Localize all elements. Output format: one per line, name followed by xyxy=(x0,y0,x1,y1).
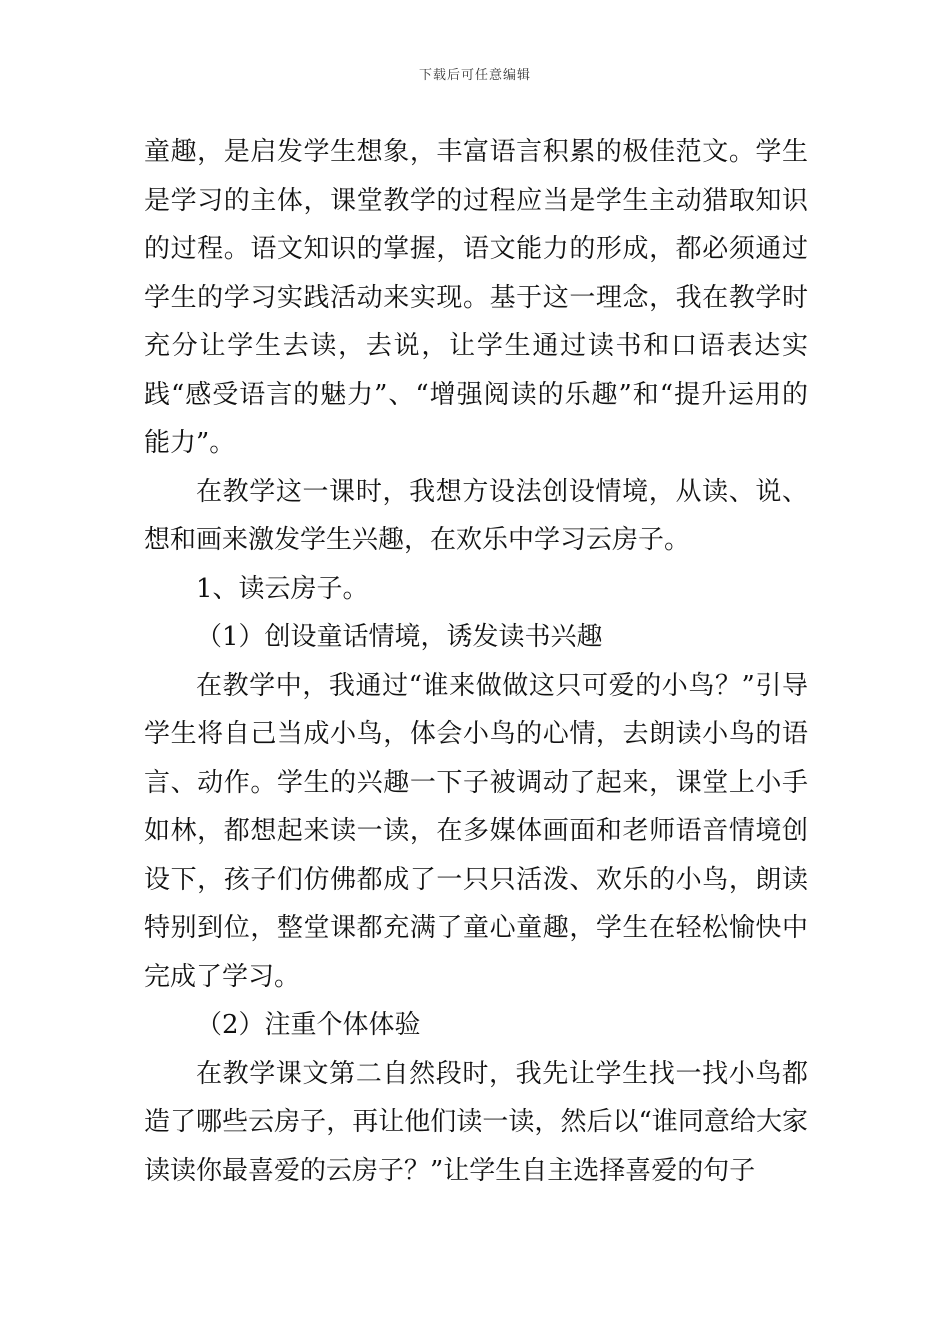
paragraph-2: 在教学这一课时，我想方设法创设情境，从读、说、想和画来激发学生兴趣，在欢乐中学习云房子。 xyxy=(144,476,808,555)
page-header: 下载后可任意编辑 xyxy=(418,68,531,83)
subsection-heading-2: （2）注重个体体验 xyxy=(196,1010,421,1040)
paragraph-4: 在教学课文第二自然段时，我先让学生找一找小鸟都造了哪些云房子，再让他们读一读，然后以“谁同意给大家读读你最喜爱的云房子？”让学生自主选择喜爱的句子 xyxy=(144,1058,808,1186)
document-body xyxy=(144,128,808,1195)
subsection-heading-1: （1）创设童话情境，诱发读书兴趣 xyxy=(196,622,603,652)
paragraph-3: 在教学中，我通过“谁来做做这只可爱的小鸟？”引导学生将自己当成小鸟，体会小鸟的心情，去朗读小鸟的语言、动作。学生的兴趣一下子被调动了起来，课堂上小手如林，都想起来读一读，在多媒体画面和老师语音情境创设下，孩子们仿佛都成了一只只活泼、欢乐的小鸟，朗读特别到位，整堂课都充满了童心童趣，学生在轻松愉快中完成了学习。 xyxy=(144,670,808,992)
paragraph-1: 童趣，是启发学生想象，丰富语言积累的极佳范文。学生是学习的主体，课堂教学的过程应当是学生主动猎取知识的过程。语文知识的掌握，语文能力的形成，都必须通过学生的学习实践活动来实现。基于这一理念，我在教学时充分让学生去读，去说，让学生通过读书和口语表达实践“感受语言的魅力”、“增强阅读的乐趣”和“提升运用的能力”。 xyxy=(144,137,808,458)
section-heading-read: 1、读云房子。 xyxy=(196,573,369,604)
